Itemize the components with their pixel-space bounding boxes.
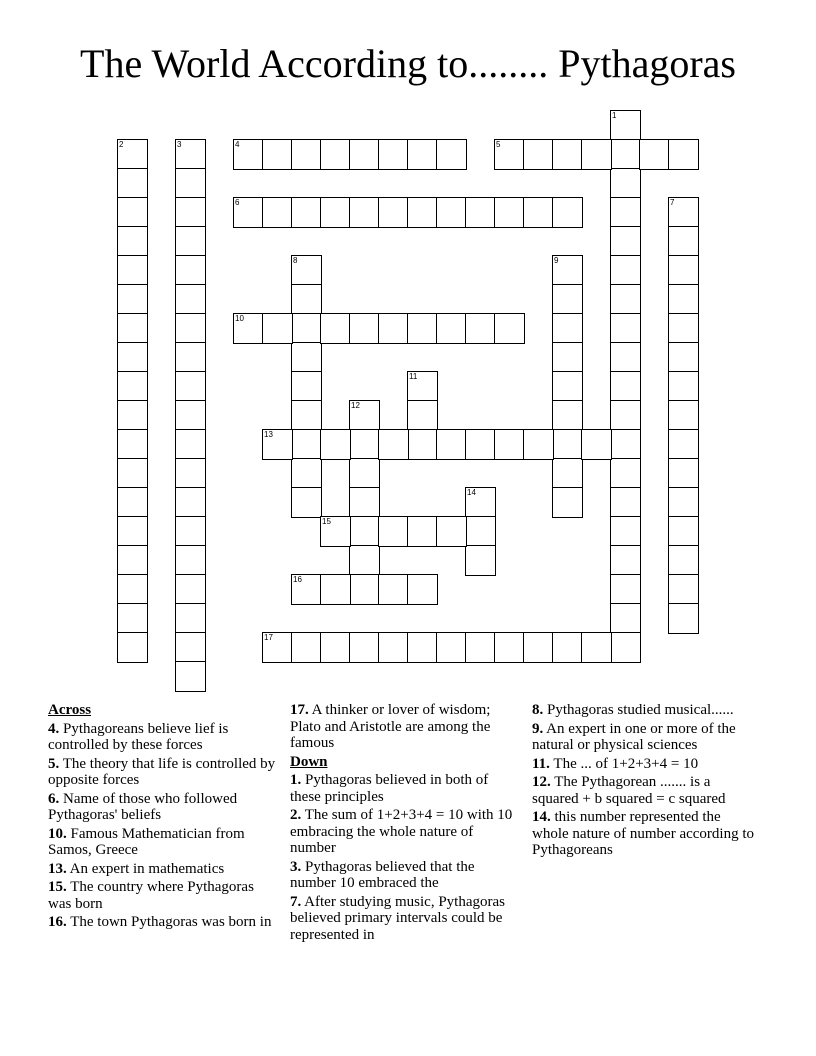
grid-cell[interactable] bbox=[668, 255, 699, 286]
grid-cell[interactable] bbox=[552, 429, 583, 460]
clue-number: 12 bbox=[351, 401, 360, 410]
grid-cell[interactable] bbox=[552, 284, 583, 315]
across-clue bbox=[48, 756, 276, 789]
grid-cell[interactable] bbox=[262, 429, 293, 460]
clue-text: An expert in one or more of the natural or physical sciences bbox=[532, 720, 736, 753]
clue-text: The country where Pythagoras was born bbox=[48, 879, 254, 912]
clue-number: 15 bbox=[322, 517, 331, 526]
grid-cell[interactable] bbox=[175, 400, 206, 431]
grid-cell[interactable] bbox=[291, 197, 322, 228]
grid-cell[interactable] bbox=[117, 226, 148, 257]
clue-number: 16 bbox=[293, 575, 302, 584]
grid-cell[interactable] bbox=[291, 458, 322, 489]
down-clue bbox=[290, 894, 518, 944]
grid-cell[interactable] bbox=[436, 429, 467, 460]
grid-cell[interactable] bbox=[610, 632, 641, 663]
grid-cell[interactable] bbox=[407, 400, 438, 431]
grid-cell[interactable] bbox=[320, 516, 351, 547]
grid-cell[interactable] bbox=[117, 516, 148, 547]
grid-cell[interactable] bbox=[610, 371, 641, 402]
clue-number: 14. bbox=[532, 809, 551, 825]
clue-number: 3. bbox=[290, 858, 302, 875]
grid-cell[interactable] bbox=[349, 458, 380, 489]
clue-text: Pythagoras studied musical...... bbox=[543, 702, 734, 718]
grid-cell[interactable] bbox=[610, 197, 641, 228]
grid-cell[interactable] bbox=[436, 313, 467, 344]
grid-cell[interactable] bbox=[233, 139, 264, 170]
page-title: The World According to........ Pythagoras bbox=[80, 41, 736, 86]
clue-number: 2. bbox=[290, 807, 302, 823]
across-clue bbox=[290, 702, 518, 752]
clue-text: Famous Mathematician from Samos, Greece bbox=[48, 825, 245, 858]
grid-cell[interactable] bbox=[407, 632, 438, 663]
grid-cell[interactable] bbox=[552, 255, 583, 286]
grid-cell[interactable] bbox=[668, 545, 699, 576]
grid-cell[interactable] bbox=[117, 574, 148, 605]
clue-number: 17. bbox=[290, 702, 309, 718]
across-clue bbox=[48, 914, 276, 931]
grid-cell[interactable] bbox=[668, 197, 699, 228]
grid-cell[interactable] bbox=[175, 139, 206, 170]
grid-cell[interactable] bbox=[610, 516, 641, 547]
grid-cell[interactable] bbox=[436, 632, 467, 663]
clue-number: 6 bbox=[235, 198, 240, 207]
grid-cell[interactable] bbox=[262, 632, 293, 663]
clue-number: 11. bbox=[532, 755, 550, 772]
grid-cell[interactable] bbox=[175, 487, 206, 518]
grid-cell[interactable] bbox=[668, 139, 699, 170]
grid-cell[interactable] bbox=[407, 197, 438, 228]
grid-cell[interactable] bbox=[233, 313, 264, 344]
across-clue bbox=[48, 879, 276, 912]
grid-cell[interactable] bbox=[117, 255, 148, 286]
grid-cell[interactable] bbox=[175, 632, 206, 663]
grid-cell[interactable] bbox=[668, 574, 699, 605]
grid-cell[interactable] bbox=[610, 226, 641, 257]
down-clue bbox=[532, 756, 760, 773]
grid-cell[interactable] bbox=[291, 487, 322, 518]
grid-cell[interactable] bbox=[117, 139, 148, 170]
grid-cell[interactable] bbox=[494, 313, 525, 344]
grid-cell[interactable] bbox=[349, 516, 380, 547]
grid-cell[interactable] bbox=[668, 458, 699, 489]
clue-text: The ... of 1+2+3+4 = 10 bbox=[549, 755, 699, 772]
down-clue bbox=[532, 702, 760, 719]
grid-cell[interactable] bbox=[117, 400, 148, 431]
grid-cell[interactable] bbox=[465, 197, 496, 228]
grid-cell[interactable] bbox=[175, 661, 206, 692]
grid-cell[interactable] bbox=[668, 226, 699, 257]
across-heading: Across bbox=[48, 702, 92, 718]
grid-cell[interactable] bbox=[349, 139, 380, 170]
grid-cell[interactable] bbox=[291, 342, 322, 373]
grid-cell[interactable] bbox=[610, 255, 641, 286]
grid-cell[interactable] bbox=[523, 197, 554, 228]
clue-number: 1 bbox=[612, 111, 617, 120]
clue-number: 16. bbox=[48, 914, 67, 930]
grid-cell[interactable] bbox=[552, 139, 583, 170]
grid-cell[interactable] bbox=[117, 371, 148, 402]
grid-cell[interactable] bbox=[668, 313, 699, 344]
grid-cell[interactable] bbox=[610, 603, 641, 634]
down-clue bbox=[290, 859, 518, 892]
clues-column-3 bbox=[532, 702, 760, 861]
grid-cell[interactable] bbox=[668, 429, 699, 460]
grid-cell[interactable] bbox=[552, 458, 583, 489]
grid-cell[interactable] bbox=[378, 197, 409, 228]
grid-cell[interactable] bbox=[117, 545, 148, 576]
grid-cell[interactable] bbox=[349, 400, 380, 431]
grid-cell[interactable] bbox=[349, 487, 380, 518]
clue-number: 7 bbox=[670, 198, 675, 207]
grid-cell[interactable] bbox=[610, 168, 641, 199]
clue-number: 2 bbox=[119, 140, 124, 149]
grid-cell[interactable] bbox=[349, 632, 380, 663]
grid-cell[interactable] bbox=[320, 139, 351, 170]
grid-cell[interactable] bbox=[494, 139, 525, 170]
grid-cell[interactable] bbox=[581, 139, 612, 170]
clue-number: 13 bbox=[264, 430, 273, 439]
clue-number: 10 bbox=[235, 314, 244, 323]
grid-cell[interactable] bbox=[610, 284, 641, 315]
grid-cell[interactable] bbox=[610, 400, 641, 431]
grid-cell[interactable] bbox=[175, 197, 206, 228]
grid-cell[interactable] bbox=[378, 313, 409, 344]
clue-number: 1. bbox=[290, 772, 302, 788]
grid-cell[interactable] bbox=[378, 429, 409, 460]
grid-cell[interactable] bbox=[610, 458, 641, 489]
grid-cell[interactable] bbox=[117, 342, 148, 373]
across-clue bbox=[48, 721, 276, 754]
down-heading: Down bbox=[290, 753, 328, 770]
grid-cell[interactable] bbox=[523, 139, 554, 170]
grid-cell[interactable] bbox=[465, 545, 496, 576]
grid-cell[interactable] bbox=[349, 429, 380, 460]
grid-cell[interactable] bbox=[668, 487, 699, 518]
clue-number: 8 bbox=[293, 256, 298, 265]
clue-text: The Pythagorean ....... is a squared + b squared = c squared bbox=[532, 774, 726, 807]
grid-cell[interactable] bbox=[291, 284, 322, 315]
grid-cell[interactable] bbox=[175, 516, 206, 547]
grid-cell[interactable] bbox=[552, 371, 583, 402]
grid-cell[interactable] bbox=[291, 371, 322, 402]
grid-cell[interactable] bbox=[175, 226, 206, 257]
grid-cell[interactable] bbox=[610, 429, 641, 460]
grid-cell[interactable] bbox=[378, 139, 409, 170]
grid-cell[interactable] bbox=[378, 574, 409, 605]
grid-cell[interactable] bbox=[349, 197, 380, 228]
grid-cell[interactable] bbox=[378, 632, 409, 663]
across-clue bbox=[48, 861, 276, 878]
grid-cell[interactable] bbox=[436, 516, 467, 547]
grid-cell[interactable] bbox=[117, 458, 148, 489]
grid-cell[interactable] bbox=[494, 429, 525, 460]
grid-cell[interactable] bbox=[320, 197, 351, 228]
grid-cell[interactable] bbox=[291, 429, 322, 460]
grid-cell[interactable] bbox=[668, 342, 699, 373]
clue-number: 13. bbox=[48, 860, 67, 877]
across-clue bbox=[48, 791, 276, 824]
grid-cell[interactable] bbox=[639, 139, 670, 170]
grid-cell[interactable] bbox=[320, 632, 351, 663]
grid-cell[interactable] bbox=[117, 197, 148, 228]
grid-cell[interactable] bbox=[262, 313, 293, 344]
clue-number: 5. bbox=[48, 755, 60, 772]
grid-cell[interactable] bbox=[291, 313, 322, 344]
grid-cell[interactable] bbox=[523, 632, 554, 663]
grid-cell[interactable] bbox=[175, 458, 206, 489]
grid-cell[interactable] bbox=[552, 197, 583, 228]
across-clue bbox=[48, 826, 276, 859]
grid-cell[interactable] bbox=[175, 574, 206, 605]
grid-cell[interactable] bbox=[175, 168, 206, 199]
clue-text: The sum of 1+2+3+4 = 10 with 10 embracing the whole nature of number bbox=[290, 807, 513, 856]
grid-cell[interactable] bbox=[436, 139, 467, 170]
grid-cell[interactable] bbox=[291, 255, 322, 286]
clue-number: 11 bbox=[409, 372, 418, 381]
down-clue bbox=[532, 809, 760, 859]
grid-cell[interactable] bbox=[552, 342, 583, 373]
grid-cell[interactable] bbox=[552, 400, 583, 431]
grid-cell[interactable] bbox=[610, 342, 641, 373]
grid-cell[interactable] bbox=[407, 139, 438, 170]
grid-cell[interactable] bbox=[262, 197, 293, 228]
grid-cell[interactable] bbox=[494, 632, 525, 663]
grid-cell[interactable] bbox=[581, 429, 612, 460]
grid-cell[interactable] bbox=[610, 545, 641, 576]
grid-cell[interactable] bbox=[668, 400, 699, 431]
down-clue bbox=[290, 772, 518, 805]
grid-cell[interactable] bbox=[465, 516, 496, 547]
grid-cell[interactable] bbox=[291, 574, 322, 605]
grid-cell[interactable] bbox=[407, 429, 438, 460]
grid-cell[interactable] bbox=[407, 516, 438, 547]
grid-cell[interactable] bbox=[552, 487, 583, 518]
grid-cell[interactable] bbox=[407, 574, 438, 605]
grid-cell[interactable] bbox=[291, 632, 322, 663]
clue-number: 6. bbox=[48, 790, 60, 807]
grid-cell[interactable] bbox=[494, 197, 525, 228]
clue-text: A thinker or lover of wisdom; Plato and Aristotle are among the famous bbox=[290, 702, 491, 751]
grid-cell[interactable] bbox=[610, 313, 641, 344]
clue-number: 17 bbox=[264, 633, 273, 642]
grid-cell[interactable] bbox=[668, 516, 699, 547]
grid-cell[interactable] bbox=[262, 139, 293, 170]
clue-number: 14 bbox=[467, 488, 476, 497]
grid-cell[interactable] bbox=[523, 429, 554, 460]
grid-cell[interactable] bbox=[407, 371, 438, 402]
clue-number: 15. bbox=[48, 879, 67, 895]
grid-cell[interactable] bbox=[117, 632, 148, 663]
grid-cell[interactable] bbox=[117, 168, 148, 199]
grid-cell[interactable] bbox=[552, 313, 583, 344]
grid-cell[interactable] bbox=[610, 574, 641, 605]
clue-number: 9 bbox=[554, 256, 559, 265]
clue-number: 3 bbox=[177, 140, 182, 149]
down-clue bbox=[532, 774, 760, 807]
down-clue bbox=[290, 807, 518, 857]
grid-cell[interactable] bbox=[175, 371, 206, 402]
grid-cell[interactable] bbox=[117, 487, 148, 518]
grid-cell[interactable] bbox=[552, 632, 583, 663]
grid-cell[interactable] bbox=[175, 313, 206, 344]
grid-cell[interactable] bbox=[349, 313, 380, 344]
grid-cell[interactable] bbox=[175, 429, 206, 460]
grid-cell[interactable] bbox=[465, 632, 496, 663]
clue-text: An expert in mathematics bbox=[66, 860, 225, 877]
grid-cell[interactable] bbox=[175, 342, 206, 373]
grid-cell[interactable] bbox=[320, 313, 351, 344]
grid-cell[interactable] bbox=[320, 574, 351, 605]
grid-cell[interactable] bbox=[117, 284, 148, 315]
grid-cell[interactable] bbox=[610, 110, 641, 141]
clue-text: Pythagoreans believe lief is controlled by these forces bbox=[48, 720, 229, 753]
clue-text: Name of those who followed Pythagoras' beliefs bbox=[48, 790, 238, 823]
grid-cell[interactable] bbox=[610, 487, 641, 518]
grid-cell[interactable] bbox=[581, 632, 612, 663]
grid-cell[interactable] bbox=[175, 255, 206, 286]
grid-cell[interactable] bbox=[291, 139, 322, 170]
clue-text: this number represented the whole nature of number according to Pythagoreans bbox=[532, 809, 755, 858]
grid-cell[interactable] bbox=[175, 545, 206, 576]
grid-cell[interactable] bbox=[668, 371, 699, 402]
grid-cell[interactable] bbox=[610, 139, 641, 170]
clues-column-1 bbox=[48, 702, 276, 933]
clue-number: 7. bbox=[290, 893, 302, 910]
grid-cell[interactable] bbox=[175, 284, 206, 315]
grid-cell[interactable] bbox=[349, 545, 380, 576]
down-clue bbox=[532, 721, 760, 754]
clue-text: Pythagoras believed that the number 10 embraced the bbox=[290, 858, 475, 891]
grid-cell[interactable] bbox=[175, 603, 206, 634]
grid-cell[interactable] bbox=[465, 429, 496, 460]
clues-column-2 bbox=[290, 702, 518, 945]
clue-text: The town Pythagoras was born in bbox=[66, 914, 272, 930]
grid-cell[interactable] bbox=[117, 313, 148, 344]
grid-cell[interactable] bbox=[291, 400, 322, 431]
grid-cell[interactable] bbox=[233, 197, 264, 228]
clue-number: 4. bbox=[48, 720, 60, 737]
grid-cell[interactable] bbox=[117, 429, 148, 460]
clue-number: 4 bbox=[235, 140, 240, 149]
clue-number: 10. bbox=[48, 825, 67, 842]
clue-text: Pythagoras believed in both of these principles bbox=[290, 772, 489, 805]
clue-text: After studying music, Pythagoras believed primary intervals could be represented in bbox=[290, 893, 505, 943]
grid-cell[interactable] bbox=[349, 574, 380, 605]
grid-cell[interactable] bbox=[378, 516, 409, 547]
clue-text: The theory that life is controlled by opposite forces bbox=[48, 755, 276, 788]
grid-cell[interactable] bbox=[407, 313, 438, 344]
grid-cell[interactable] bbox=[465, 313, 496, 344]
grid-cell[interactable] bbox=[117, 603, 148, 634]
grid-cell[interactable] bbox=[436, 197, 467, 228]
grid-cell[interactable] bbox=[320, 429, 351, 460]
grid-cell[interactable] bbox=[668, 284, 699, 315]
clue-number: 8. bbox=[532, 702, 544, 718]
clue-number: 5 bbox=[496, 140, 501, 149]
clue-number: 12. bbox=[532, 774, 551, 790]
grid-cell[interactable] bbox=[465, 487, 496, 518]
grid-cell[interactable] bbox=[668, 603, 699, 634]
clue-number: 9. bbox=[532, 720, 544, 737]
